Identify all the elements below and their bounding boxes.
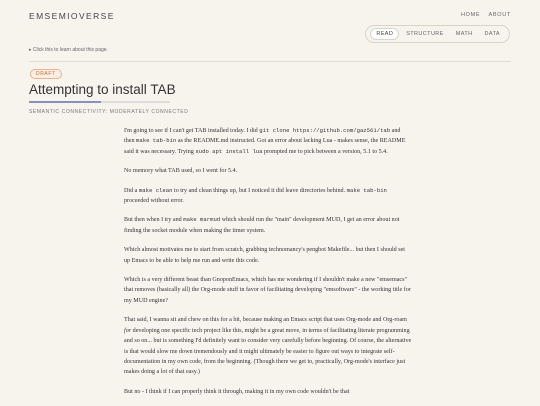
inline-code: make tab-bin <box>346 186 387 194</box>
page-title: Attempting to install TAB <box>29 82 176 97</box>
article-paragraph <box>124 126 412 157</box>
learn-about-page-toggle[interactable]: ▸ Click this to learn about this page. <box>29 47 108 53</box>
paragraph-text: prompted me to pick between a version, 5.1 to 5.4. <box>262 148 388 155</box>
article-paragraph <box>124 215 412 236</box>
emphasis-text: for <box>124 327 132 334</box>
header-divider <box>29 61 511 62</box>
view-tabs <box>365 25 510 43</box>
paragraph-text: I'm going to see if I can't get TAB installed today. I did <box>124 128 260 134</box>
reading-progress-fill <box>29 101 101 103</box>
article-paragraph <box>124 166 412 176</box>
paragraph-text: which should run the "main" development MUD, I get an error about not finding the socket module when making the timer system. <box>124 217 400 234</box>
inline-code: make tab-bin <box>136 137 177 145</box>
tab-math[interactable]: MATH <box>455 31 473 37</box>
paragraph-text: and then <box>124 128 401 145</box>
paragraph-text: Which almost motivates me to start from scratch, grabbing technomancy's pengbot Makefile... but then I should set up Emacs to be able to help me run and write this code. <box>124 247 406 264</box>
article-paragraph <box>124 245 412 266</box>
article-body <box>124 126 412 406</box>
article-paragraph <box>124 275 412 306</box>
site-brand[interactable]: EMSEMIOVERSE <box>29 11 115 21</box>
status-badge: DRAFT <box>30 69 62 79</box>
paragraph-text: Which is a very different beast than GnoponEmacs, which has me wondering if I shouldn't make a new "emsemacs" that removes (basically all) the Org-mode stuff in favor of facilitating developing "emsoftware" - the working title for my MUD engine? <box>124 277 411 304</box>
inline-code: make clean <box>138 186 173 194</box>
article-paragraph <box>124 387 412 397</box>
paragraph-text: But no - I think if I can properly think it through, making it in my own code wouldn't be that <box>124 388 350 395</box>
top-nav <box>455 12 511 18</box>
paragraph-text: That said, I wanna sit and chew on this for a bit, because making an Emacs script that uses Org-mode and Org-roam <box>124 317 407 324</box>
reading-progress-bar <box>29 101 170 103</box>
inline-code: make marmud <box>183 216 221 224</box>
paragraph-text: But then when I try and <box>124 217 184 224</box>
inline-code: sudo apt install lua <box>195 147 263 155</box>
nav-about-link[interactable]: ABOUT <box>488 12 511 18</box>
tab-structure[interactable]: STRUCTURE <box>406 31 444 37</box>
paragraph-text: developing one specific tech project like this, might be a great move, in terms of facilitating literate programming and so on... but is something I'd definitely want to consider very carefully before beginning. Of course, the alternative is that would slow me down tremendously and it might ultimately be easier to figure out ways to integrate self-documentation in my own code, from the beginning. (Though there we get to, practically, Org-mode's interface just makes doing a lot of that easy.) <box>124 327 412 376</box>
paragraph-text: as the README.md instructed. Got an error about lacking Lua - makes sense, the README said it was necessary. Trying <box>124 138 406 155</box>
semantic-connectivity-label: SEMANTIC CONNECTIVITY: MODERATELY CONNECTED <box>29 109 189 115</box>
article-paragraph <box>124 186 412 207</box>
article-paragraph <box>124 315 412 377</box>
paragraph-text: No memory what TAB used, so I went for 5.4. <box>124 168 238 175</box>
paragraph-text: proceeded without error. <box>124 198 184 205</box>
tab-data[interactable]: DATA <box>484 31 500 37</box>
paragraph-text: Did a <box>124 187 139 194</box>
nav-home-link[interactable]: HOME <box>461 12 481 18</box>
inline-code: git clone https://github.com/gaz561/tab <box>259 127 391 134</box>
paragraph-text: to try and clean things up, but I noticed it did leave directories behind. <box>172 187 347 194</box>
tab-read[interactable]: READ <box>370 28 399 40</box>
